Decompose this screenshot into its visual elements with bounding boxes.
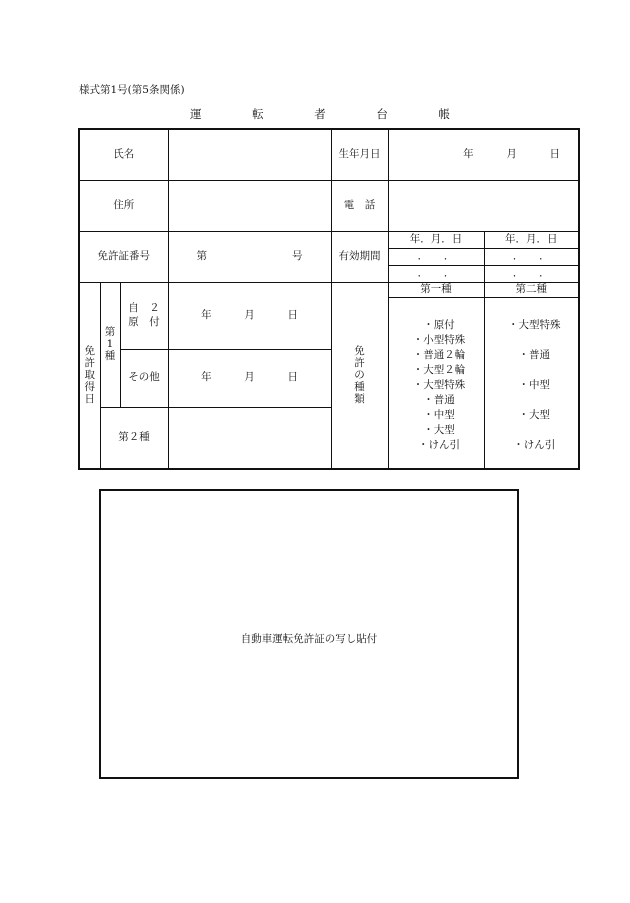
driver-register-table	[78, 128, 580, 470]
license-number-label: 免許証番号	[79, 231, 168, 282]
moped-label-line1: 自 ２	[128, 302, 160, 315]
other-year: 年	[201, 371, 212, 384]
license-types-label	[331, 282, 388, 469]
validity-date-field[interactable]: ． ．	[484, 248, 579, 265]
acquisition-date-label	[79, 282, 100, 469]
acquisition-char: 免	[84, 344, 95, 357]
form-number: 様式第1号(第5条関係)	[79, 84, 185, 96]
validity-date-field[interactable]: ． ．	[388, 248, 484, 265]
acquisition-char: 許	[84, 356, 95, 369]
other-month: 月	[244, 371, 255, 384]
moped-year: 年	[201, 308, 212, 321]
class1-type-item[interactable]: ・大型特殊	[412, 378, 466, 391]
birth-day: 日	[549, 148, 560, 161]
title-char: 転	[252, 107, 264, 121]
license-types-char: 種	[354, 380, 365, 393]
validity-label: 有効期間	[331, 231, 388, 282]
license-types-char: 免	[354, 344, 365, 357]
class1-type-item[interactable]: ・小型特殊	[412, 333, 466, 346]
license-types-char: の	[354, 368, 365, 381]
name-label: 氏名	[79, 129, 168, 180]
class2-type-item[interactable]: ・普通	[518, 348, 550, 361]
moped-label-line2: 原 付	[128, 315, 160, 328]
class1-char: 種	[104, 350, 116, 362]
title-char: 帳	[438, 107, 450, 121]
validity-date-field[interactable]: ． ．	[484, 265, 579, 282]
address-label: 住所	[79, 180, 168, 231]
validity-header-1: 年．月．日	[388, 231, 484, 248]
birth-month: 月	[506, 148, 517, 161]
acquisition-char: 日	[84, 392, 95, 405]
class1-type-item[interactable]: ・普通	[423, 393, 455, 406]
moped-date-field[interactable]	[168, 282, 331, 349]
license-number-field[interactable]	[168, 231, 331, 282]
class1-char: 第	[104, 325, 116, 338]
license-copy-area	[99, 489, 519, 779]
phone-field[interactable]	[388, 180, 579, 231]
title-char: 者	[314, 107, 326, 121]
license-types-char: 許	[354, 356, 365, 369]
validity-header-2: 年．月．日	[484, 231, 579, 248]
birth-date-label: 生年月日	[331, 129, 388, 180]
license-copy-label: 自動車運転免許証の写し貼付	[240, 633, 378, 645]
phone-label: 電 話	[331, 180, 388, 231]
class2-header: 第二種	[484, 282, 579, 297]
other-label: その他	[120, 349, 168, 407]
class1-char: 1	[106, 337, 114, 350]
license-number-suffix: 号	[292, 249, 303, 262]
class1-header: 第一種	[388, 282, 484, 297]
other-day: 日	[287, 371, 298, 384]
class1-type-item[interactable]: ・大型	[423, 423, 455, 436]
other-date-field[interactable]	[168, 349, 331, 407]
class2-label: 第２種	[100, 407, 168, 469]
class1-type-item[interactable]: ・普通２輪	[412, 348, 466, 361]
class1-type-item[interactable]: ・けん引	[418, 438, 460, 451]
class2-types-list	[484, 297, 579, 469]
moped-label	[120, 282, 168, 349]
name-field[interactable]	[168, 129, 331, 180]
moped-month: 月	[244, 308, 255, 321]
moped-day: 日	[287, 308, 298, 321]
class1-type-item[interactable]: ・原付	[423, 318, 455, 331]
title-char: 運	[190, 107, 202, 121]
birth-date-field[interactable]	[388, 129, 579, 180]
class2-type-item[interactable]: ・中型	[518, 378, 550, 391]
class1-label	[100, 282, 120, 407]
class1-type-item[interactable]: ・大型２輪	[412, 363, 466, 376]
class2-type-item[interactable]: ・けん引	[513, 438, 556, 451]
license-number-prefix: 第	[196, 249, 207, 262]
class1-types-list	[388, 297, 484, 469]
class2-date-field[interactable]	[168, 407, 331, 469]
page-title	[190, 106, 450, 122]
class2-type-item[interactable]: ・大型特殊	[508, 318, 561, 331]
title-char: 台	[376, 107, 388, 121]
license-types-char: 類	[354, 392, 365, 405]
class2-type-item[interactable]: ・大型	[518, 408, 550, 421]
validity-date-field[interactable]: ． ．	[388, 265, 484, 282]
acquisition-char: 得	[84, 380, 95, 393]
address-field[interactable]	[168, 180, 331, 231]
birth-year: 年	[463, 148, 474, 161]
class1-type-item[interactable]: ・中型	[423, 408, 455, 421]
acquisition-char: 取	[84, 368, 95, 381]
